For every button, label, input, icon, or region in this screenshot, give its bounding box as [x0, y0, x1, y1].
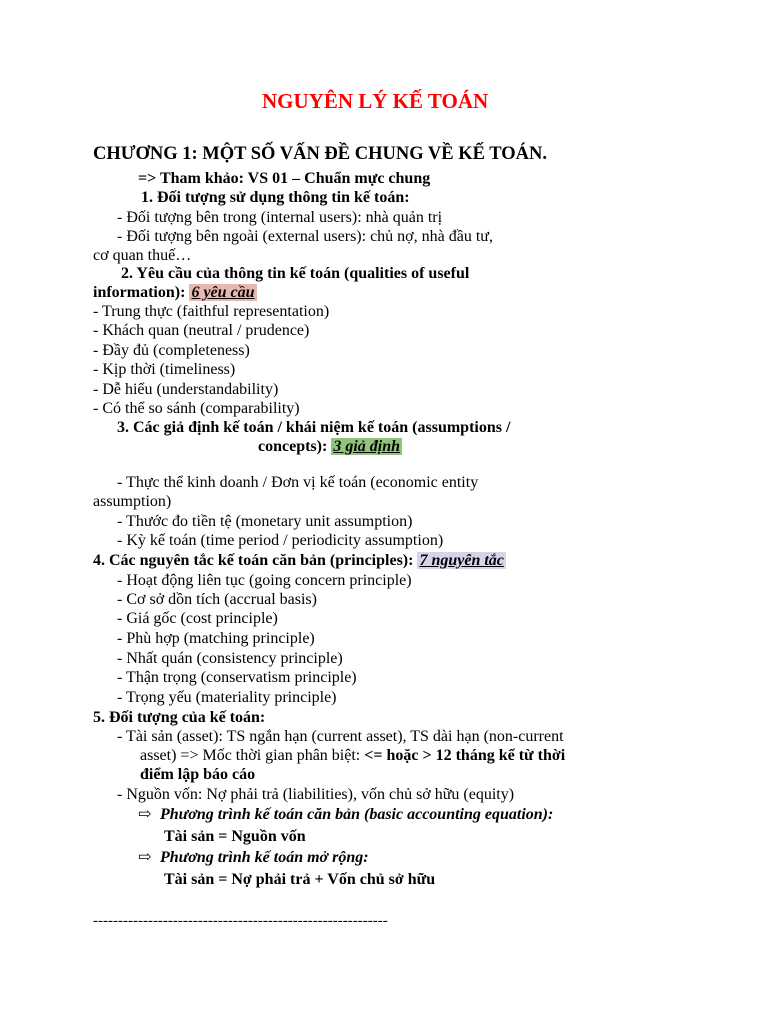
asset-line-plain: asset) => Mốc thời gian phân biệt:: [140, 747, 365, 764]
asset-line: - Tài sản (asset): TS ngắn hạn (current asset), TS dài hạn (non-current: [117, 728, 564, 745]
section-5-heading: 5. Đối tượng của kế toán:: [93, 709, 266, 726]
list-item: - Đầy đủ (completeness): [93, 342, 250, 359]
section-2-heading-cont: [93, 283, 257, 302]
arrow-right-icon: ⇨: [138, 849, 152, 866]
list-item: - Thước đo tiền tệ (monetary unit assumption): [117, 513, 413, 530]
asset-criteria: <= hoặc > 12 tháng kể từ thời: [364, 747, 566, 764]
chapter-heading: CHƯƠNG 1: MỘT SỐ VẤN ĐỀ CHUNG VỀ KẾ TOÁN.: [93, 144, 547, 164]
list-item: assumption): [93, 493, 172, 510]
list-item: - Trung thực (faithful representation): [93, 303, 330, 320]
capital-line: - Nguồn vốn: Nợ phải trả (liabilities), vốn chủ sở hữu (equity): [117, 786, 515, 803]
equation-1-label-row: [138, 805, 553, 824]
list-item: - Đối tượng bên ngoài (external users): chủ nợ, nhà đầu tư,: [117, 228, 493, 245]
section-2-heading-label: information):: [93, 284, 186, 301]
divider-line: -----------------------------------------------------------: [93, 913, 388, 929]
section-3-heading-label: concepts):: [258, 438, 328, 455]
document-title: NGUYÊN LÝ KẾ TOÁN: [262, 89, 489, 113]
section-1-heading: 1. Đối tượng sử dụng thông tin kế toán:: [141, 189, 410, 206]
asset-line-cont: [140, 746, 565, 765]
section-3-heading-cont: [258, 437, 402, 456]
list-item: - Giá gốc (cost principle): [117, 610, 278, 627]
equation-1: Tài sản = Nguồn vốn: [164, 828, 306, 845]
section-3-heading: 3. Các giả định kế toán / khái niệm kế toán (assumptions /: [117, 419, 511, 436]
list-item: - Cơ sở dồn tích (accrual basis): [117, 591, 317, 608]
reference-line: => Tham khảo: VS 01 – Chuẩn mực chung: [138, 170, 431, 187]
list-item: cơ quan thuế…: [93, 247, 192, 264]
list-item: - Dễ hiểu (understandability): [93, 381, 279, 398]
equation-2-label-row: [138, 848, 369, 867]
equation-2-label: Phương trình kế toán mở rộng:: [160, 849, 369, 866]
list-item: - Phù hợp (matching principle): [117, 630, 315, 647]
list-item: - Hoạt động liên tục (going concern principle): [117, 572, 412, 589]
list-item: - Kỳ kế toán (time period / periodicity assumption): [117, 532, 444, 549]
list-item: - Có thể so sánh (comparability): [93, 400, 300, 417]
list-item: - Thực thể kinh doanh / Đơn vị kế toán (economic entity: [117, 474, 479, 491]
section-4-heading: [93, 551, 506, 570]
equation-1-label: Phương trình kế toán căn bản (basic accounting equation):: [160, 806, 554, 823]
assumptions-count-badge: 3 giả định: [333, 438, 400, 455]
list-item: - Nhất quán (consistency principle): [117, 650, 343, 667]
list-item: - Kịp thời (timeliness): [93, 361, 236, 378]
list-item: - Đối tượng bên trong (internal users): nhà quản trị: [117, 209, 443, 226]
section-4-heading-label: 4. Các nguyên tắc kế toán căn bản (principles):: [93, 552, 414, 569]
principles-count-badge: 7 nguyên tắc: [419, 552, 504, 569]
arrow-right-icon: ⇨: [138, 806, 152, 823]
list-item: - Trọng yếu (materiality principle): [117, 689, 337, 706]
list-item: - Thận trọng (conservatism principle): [117, 669, 357, 686]
list-item: - Khách quan (neutral / prudence): [93, 322, 310, 339]
equation-2: Tài sản = Nợ phải trả + Vốn chủ sở hữu: [164, 871, 436, 888]
section-2-heading: 2. Yêu cầu của thông tin kế toán (qualities of useful: [121, 265, 470, 282]
asset-line-end: điểm lập báo cáo: [140, 766, 256, 783]
requirements-count-badge: 6 yêu cầu: [191, 284, 255, 301]
